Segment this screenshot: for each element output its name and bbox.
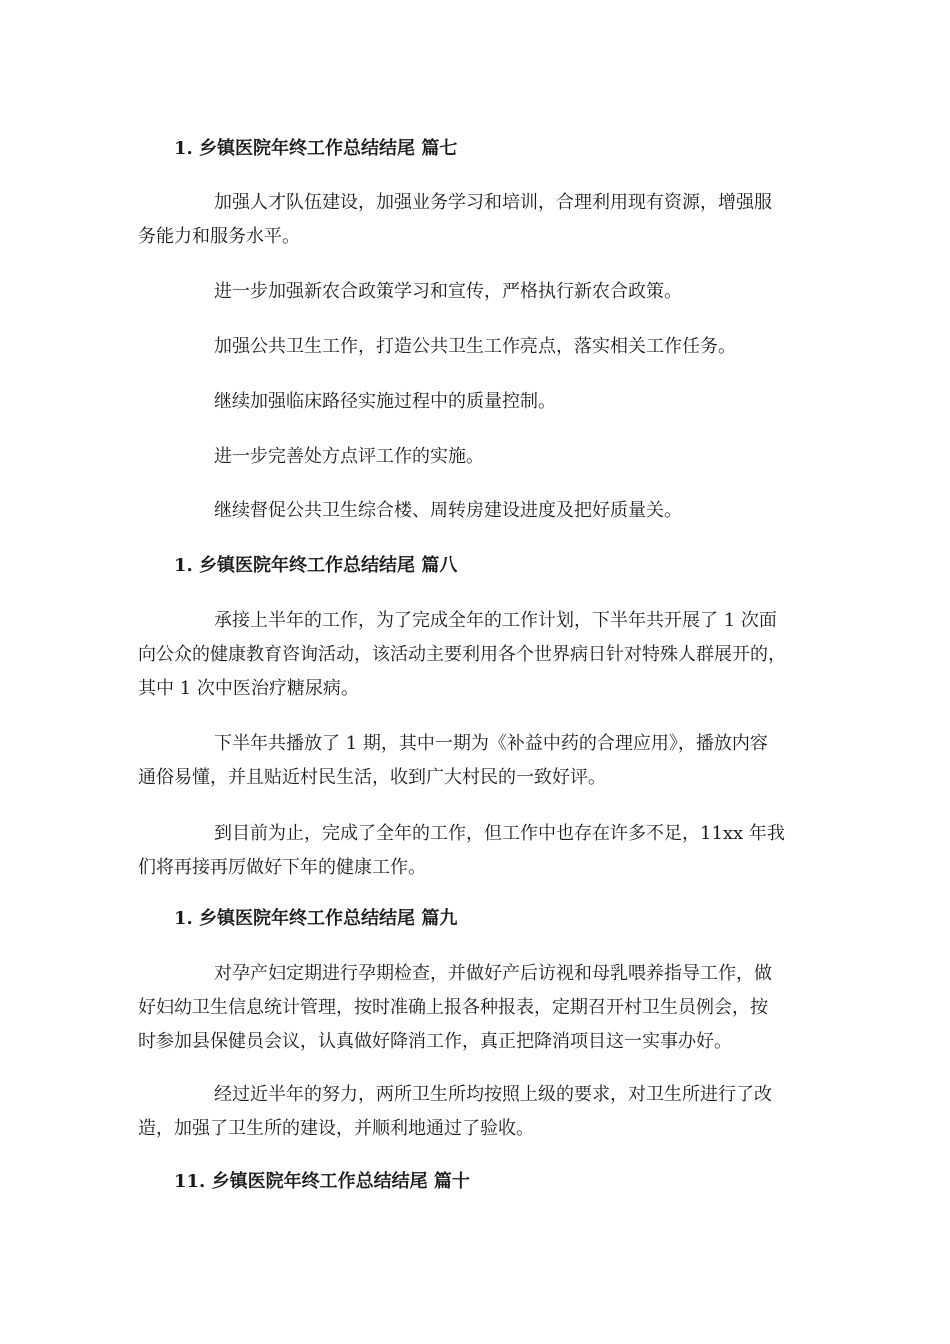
paragraph-line: 到目前为止，完成了全年的工作，但工作中也存在许多不足，11xx 年我 bbox=[214, 823, 785, 844]
paragraph-line: 加强人才队伍建设，加强业务学习和培训，合理利用现有资源，增强服 bbox=[214, 192, 772, 213]
paragraph-line: 下半年共播放了 1 期，其中一期为《补益中药的合理应用》，播放内容 bbox=[214, 733, 768, 754]
paragraph bbox=[138, 494, 682, 528]
paragraph-line: 进一步完善处方点评工作的实施。 bbox=[214, 446, 484, 467]
paragraph-line: 向公众的健康教育咨询活动，该活动主要利用各个世界病日针对特殊人群展开的， bbox=[138, 644, 786, 665]
paragraph-line: 时参加县保健员会议，认真做好降消工作，真正把降消项目这一实事办好。 bbox=[138, 1031, 732, 1052]
paragraph bbox=[138, 275, 682, 309]
paragraph bbox=[138, 440, 484, 474]
paragraph-line: 造，加强了卫生所的建设，并顺利地通过了验收。 bbox=[138, 1118, 534, 1139]
paragraph-line: 们将再接再厉做好下年的健康工作。 bbox=[138, 857, 426, 878]
paragraph-line: 好妇幼卫生信息统计管理，按时准确上报各种报表，定期召开村卫生员例会，按 bbox=[138, 997, 768, 1018]
paragraph-line: 继续督促公共卫生综合楼、周转房建设进度及把好质量关。 bbox=[214, 500, 682, 521]
paragraph-line: 通俗易懂，并且贴近村民生活，收到广大村民的一致好评。 bbox=[138, 767, 606, 788]
paragraph bbox=[138, 1078, 772, 1146]
paragraph bbox=[138, 604, 786, 706]
section-heading-7: 1. 乡镇医院年终工作总结结尾 篇七 bbox=[174, 138, 458, 159]
paragraph-line: 继续加强临床路径实施过程中的质量控制。 bbox=[214, 391, 556, 412]
paragraph-line: 加强公共卫生工作，打造公共卫生工作亮点，落实相关工作任务。 bbox=[214, 336, 736, 357]
section-heading-10: 11. 乡镇医院年终工作总结结尾 篇十 bbox=[174, 1171, 470, 1192]
paragraph bbox=[138, 186, 772, 254]
paragraph bbox=[138, 957, 772, 1059]
paragraph bbox=[138, 385, 556, 419]
paragraph-line: 经过近半年的努力，两所卫生所均按照上级的要求，对卫生所进行了改 bbox=[214, 1084, 772, 1105]
section-heading-8: 1. 乡镇医院年终工作总结结尾 篇八 bbox=[174, 555, 458, 576]
paragraph bbox=[138, 817, 785, 885]
paragraph-line: 进一步加强新农合政策学习和宣传，严格执行新农合政策。 bbox=[214, 281, 682, 302]
paragraph-line: 其中 1 次中医治疗糖尿病。 bbox=[138, 678, 359, 699]
paragraph bbox=[138, 330, 736, 364]
paragraph-line: 务能力和服务水平。 bbox=[138, 226, 300, 247]
paragraph-line: 对孕产妇定期进行孕期检查，并做好产后访视和母乳喂养指导工作，做 bbox=[214, 963, 772, 984]
paragraph bbox=[138, 727, 768, 795]
section-heading-9: 1. 乡镇医院年终工作总结结尾 篇九 bbox=[174, 908, 458, 929]
paragraph-line: 承接上半年的工作，为了完成全年的工作计划，下半年共开展了 1 次面 bbox=[214, 610, 777, 631]
